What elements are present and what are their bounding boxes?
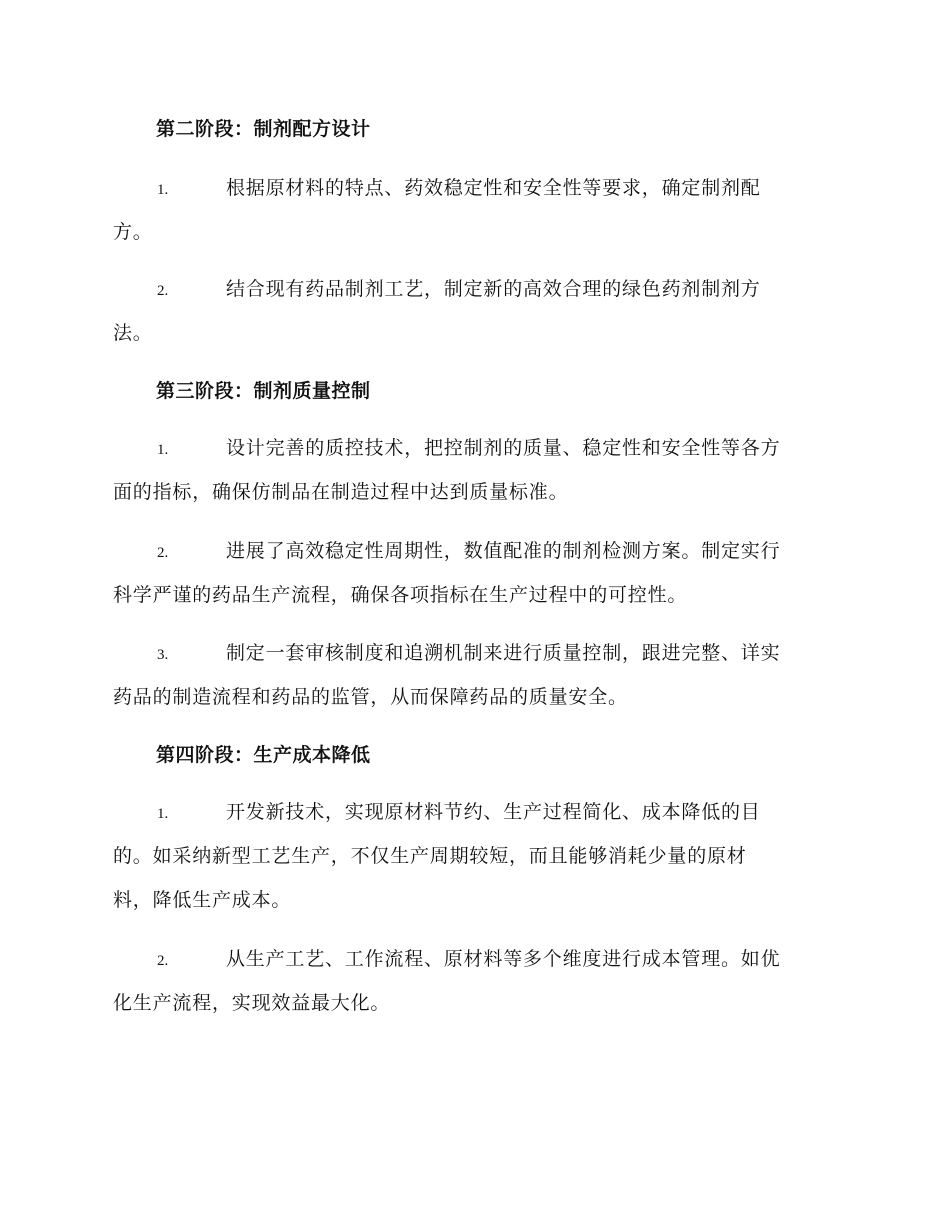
list-item (113, 790, 843, 922)
paragraph-text: 进展了高效稳定性周期性，数值配准的制剂检测方案。制定实行 (226, 540, 781, 562)
item-number: 1. (157, 182, 169, 198)
paragraph-line: 科学严谨的药品生产流程，确保各项指标在生产过程中的可控性。 (113, 584, 688, 606)
paragraph-line: 化生产流程，实现效益最大化。 (113, 992, 391, 1014)
list-item (113, 529, 843, 617)
paragraph-text: 开发新技术，实现原材料节约、生产过程简化、成本降低的目 (226, 801, 761, 823)
list-item (113, 166, 843, 254)
item-number: 2. (157, 953, 169, 969)
paragraph-line (113, 267, 843, 311)
list-item (113, 426, 843, 514)
item-number: 3. (157, 647, 169, 663)
paragraph-line (113, 529, 843, 573)
paragraph-text: 从生产工艺、工作流程、原材料等多个维度进行成本管理。如优 (226, 948, 781, 970)
paragraph-line (113, 426, 843, 470)
item-number: 1. (157, 806, 169, 822)
paragraph-line (113, 937, 843, 981)
paragraph-text: 结合现有药品制剂工艺，制定新的高效合理的绿色药剂制剂方 (226, 278, 761, 300)
paragraph-line: 面的指标，确保仿制品在制造过程中达到质量标准。 (113, 481, 569, 503)
paragraph-line: 的。如采纳新型工艺生产，不仅生产周期较短，而且能够消耗少量的原材 (113, 845, 747, 867)
paragraph-line (113, 166, 843, 210)
list-item (113, 267, 843, 355)
section-heading: 第四阶段：生产成本降低 (156, 744, 371, 766)
section-heading: 第三阶段：制剂质量控制 (156, 380, 371, 402)
list-item (113, 937, 843, 1025)
paragraph-line: 药品的制造流程和药品的监管，从而保障药品的质量安全。 (113, 686, 628, 708)
paragraph-line: 料，降低生产成本。 (113, 889, 292, 911)
paragraph-text: 制定一套审核制度和追溯机制来进行质量控制，跟进完整、详实 (226, 642, 781, 664)
paragraph-line: 法。 (113, 322, 153, 344)
item-number: 1. (157, 442, 169, 458)
paragraph-line (113, 790, 843, 834)
paragraph-line: 方。 (113, 221, 153, 243)
paragraph-text: 设计完善的质控技术，把控制剂的质量、稳定性和安全性等各方 (226, 437, 781, 459)
paragraph-text: 根据原材料的特点、药效稳定性和安全性等要求，确定制剂配 (226, 177, 761, 199)
item-number: 2. (157, 545, 169, 561)
list-item (113, 631, 843, 719)
section-heading: 第二阶段：制剂配方设计 (156, 118, 371, 140)
paragraph-line (113, 631, 843, 675)
item-number: 2. (157, 283, 169, 299)
